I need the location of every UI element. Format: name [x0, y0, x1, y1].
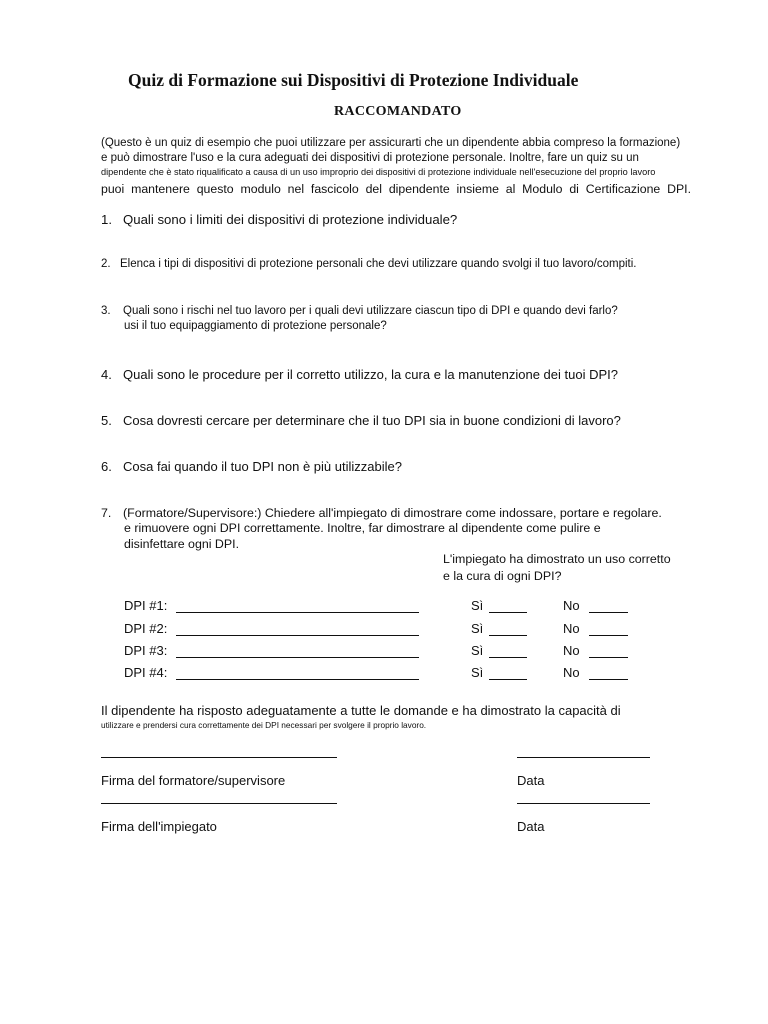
trainer-date-field[interactable]	[517, 757, 650, 758]
question-number: 7.	[101, 506, 112, 520]
employee-signature-field[interactable]	[101, 803, 337, 804]
yes-label: Sì	[471, 643, 484, 658]
question-text: Quali sono le procedure per il corretto utilizzo, la cura e la manutenzione dei tuoi DPI?	[123, 367, 618, 382]
question-number: 1.	[101, 212, 112, 227]
yes-label: Sì	[471, 598, 484, 613]
no-field[interactable]	[589, 679, 628, 680]
conclusion-line-1: Il dipendente ha risposto adeguatamente a tutte le domande e ha dimostrato la capacità di	[101, 703, 621, 718]
dpi-name-field[interactable]	[176, 679, 419, 680]
yes-field[interactable]	[489, 612, 527, 613]
document-subtitle: RACCOMANDATO	[334, 104, 462, 119]
yes-label: Sì	[471, 621, 484, 636]
demo-question-line-1: L'impiegato ha dimostrato un uso corretto	[443, 552, 671, 566]
dpi-row-2	[124, 621, 634, 639]
yes-label: Sì	[471, 665, 484, 680]
document-title: Quiz di Formazione sui Dispositivi di Protezione Individuale	[128, 70, 579, 90]
question-5	[101, 413, 735, 428]
dpi-row-3	[124, 643, 634, 661]
no-label: No	[563, 621, 580, 636]
conclusion-line-2: utilizzare e prendersi cura correttamente dei DPI necessari per svolgere il proprio lavoro.	[101, 720, 427, 730]
question-text: Quali sono i rischi nel tuo lavoro per i quali devi utilizzare ciascun tipo di DPI e quando devi farlo?	[123, 305, 618, 317]
dpi-label: DPI #3:	[124, 643, 168, 658]
trainer-date-label: Data	[517, 773, 545, 788]
employee-signature-label: Firma dell'impiegato	[101, 819, 217, 834]
no-field[interactable]	[589, 635, 628, 636]
question-1	[101, 212, 524, 227]
trainer-signature-field[interactable]	[101, 757, 337, 758]
yes-field[interactable]	[489, 657, 527, 658]
no-field[interactable]	[589, 657, 628, 658]
employee-date-label: Data	[517, 819, 545, 834]
demo-question-line-2: e la cura di ogni DPI?	[443, 569, 562, 583]
dpi-label: DPI #1:	[124, 598, 168, 613]
question-text: Cosa dovresti cercare per determinare che il tuo DPI sia in buone condizioni di lavoro?	[123, 413, 621, 428]
question-3	[101, 305, 766, 317]
question-7	[101, 506, 738, 520]
no-label: No	[563, 643, 580, 658]
intro-line-3: dipendente che è stato riqualificato a causa di un uso improprio dei dispositivi di protezione individuale nell'esecuzione del proprio lavoro	[101, 167, 656, 177]
question-7-continuation-2: disinfettare ogni DPI.	[124, 537, 240, 551]
question-number: 4.	[101, 367, 112, 382]
question-2	[101, 258, 732, 270]
question-number: 3.	[101, 305, 111, 317]
yes-field[interactable]	[489, 679, 527, 680]
no-field[interactable]	[589, 612, 628, 613]
question-4	[101, 367, 703, 382]
dpi-label: DPI #4:	[124, 665, 168, 680]
question-number: 6.	[101, 459, 112, 474]
dpi-row-4	[124, 665, 634, 683]
intro-line-1: (Questo è un quiz di esempio che puoi utilizzare per assicurarti che un dipendente abbia compreso la formazione)	[101, 137, 681, 149]
question-6	[101, 459, 491, 474]
dpi-name-field[interactable]	[176, 612, 419, 613]
question-number: 5.	[101, 413, 112, 428]
question-text: Elenca i tipi di dispositivi di protezione personali che devi utilizzare quando svolgi il tuo lavoro/compiti.	[120, 258, 637, 270]
question-text: Cosa fai quando il tuo DPI non è più utilizzabile?	[123, 459, 402, 474]
trainer-signature-label: Firma del formatore/supervisore	[101, 773, 286, 788]
dpi-name-field[interactable]	[176, 657, 419, 658]
employee-date-field[interactable]	[517, 803, 650, 804]
no-label: No	[563, 598, 580, 613]
question-text: (Formatore/Supervisore:) Chiedere all'impiegato di dimostrare come indossare, portare e regolare.	[123, 506, 662, 520]
dpi-row-1	[124, 598, 634, 616]
dpi-name-field[interactable]	[176, 635, 419, 636]
intro-line-2: e può dimostrare l'uso e la cura adeguati dei dispositivi di protezione personale. Inoltre, fare un quiz su un	[101, 152, 639, 164]
question-7-continuation-1: e rimuovere ogni DPI correttamente. Inoltre, far dimostrare al dipendente come pulire e	[124, 521, 601, 535]
dpi-label: DPI #2:	[124, 621, 168, 636]
yes-field[interactable]	[489, 635, 527, 636]
question-text: Quali sono i limiti dei dispositivi di protezione individuale?	[123, 212, 458, 227]
question-number: 2.	[101, 258, 111, 270]
intro-line-4: puoi mantenere questo modulo nel fascicolo del dipendente insieme al Modulo di Certificazione DPI.	[101, 182, 691, 196]
no-label: No	[563, 665, 580, 680]
question-3-continuation: usi il tuo equipaggiamento di protezione personale?	[124, 320, 387, 332]
